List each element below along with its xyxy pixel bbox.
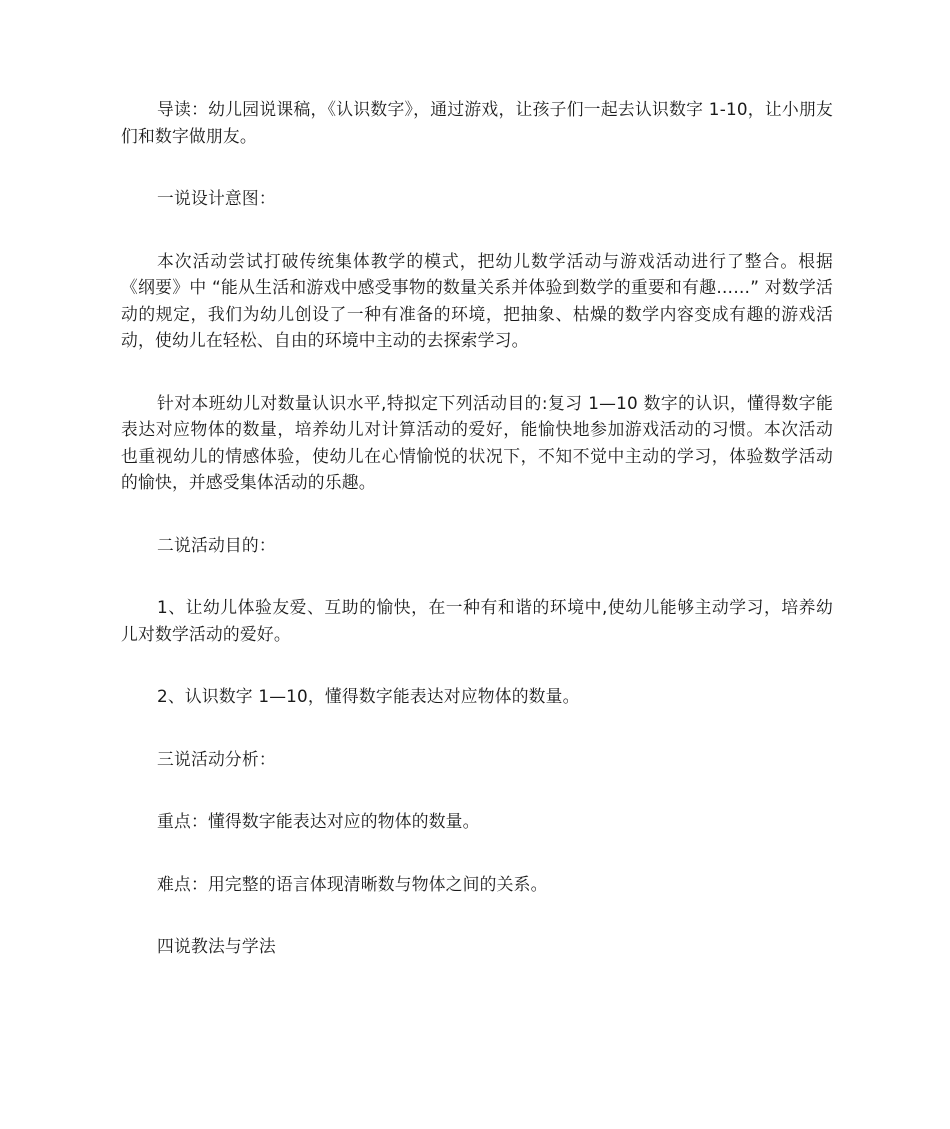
- paragraph-spacer: [121, 558, 833, 594]
- section-heading-activity-analysis: 三说活动分析：: [157, 748, 276, 769]
- purpose-item-2: 2、认识数字 1—10，懂得数字能表达对应物体的数量。: [157, 686, 580, 706]
- paragraph-spacer: [121, 647, 833, 683]
- section-heading-design-intent: 一说设计意图：: [157, 188, 276, 208]
- paragraph-spacer: [121, 710, 833, 746]
- activity-goal-paragraph: 针对本班幼儿对数量认识水平,特拟定下列活动目的:复习 1—10 数字的认识，懂得数字能表达对应物体的数量，培养幼儿对计算活动的爱好，能愉快地参加游戏活动的习惯。本次活动也重视幼儿的情感体验，使幼儿在心情愉悦的状况下，不知不觉中主动的学习，体验数学活动的愉快，并感受集体活动的乐趣。: [121, 392, 833, 492]
- design-intent-paragraph: 本次活动尝试打破传统集体教学的模式，把幼儿数学活动与游戏活动进行了整合。根据《纲要》中 “能从生活和游戏中感受事物的数量关系并体验到数学的重要和有趣……” 对数学活动的规定，我们为幼儿创设了一种有准备的环境，把抽象、枯燥的数学内容变成有趣的游戏活动，使幼儿在轻松、自由的环境中主动的去探索学习。: [121, 250, 833, 350]
- key-point-paragraph: 重点：懂得数字能表达对应的物体的数量。: [157, 811, 480, 831]
- paragraph-spacer: [121, 354, 833, 390]
- difficulty-paragraph: 难点：用完整的语言体现清晰数与物体之间的关系。: [157, 873, 548, 894]
- paragraph-spacer: [121, 212, 833, 248]
- paragraph-spacer: [121, 897, 833, 933]
- section-heading-teaching-methods: 四说教法与学法: [157, 936, 276, 956]
- paragraph-spacer: [121, 772, 833, 808]
- paragraph-spacer: [121, 835, 833, 871]
- purpose-item-1: 1、让幼儿体验友爱、互助的愉快，在一种有和谐的环境中,使幼儿能够主动学习，培养幼儿对数学活动的爱好。: [121, 597, 833, 644]
- section-heading-activity-purpose: 二说活动目的：: [157, 534, 276, 555]
- paragraph-spacer: [121, 496, 833, 532]
- paragraph-spacer: [121, 149, 833, 185]
- intro-paragraph: 导读：幼儿园说课稿，《认识数字》，通过游戏，让孩子们一起去认识数字 1-10，让小朋友们和数字做朋友。: [121, 99, 833, 146]
- document-body: [121, 96, 833, 960]
